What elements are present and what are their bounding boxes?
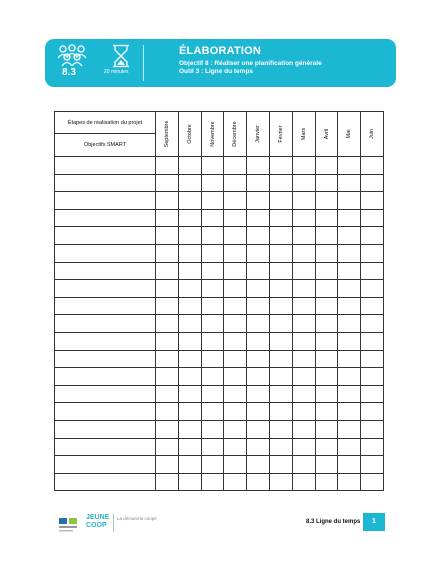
month-cell[interactable]	[338, 280, 361, 298]
tool-line: Outil 3 : Ligne du temps	[179, 68, 254, 75]
month-cell[interactable]	[156, 420, 179, 438]
month-cell[interactable]	[315, 420, 338, 438]
month-label: Mai	[346, 129, 353, 139]
month-cell[interactable]	[201, 473, 224, 491]
month-cell[interactable]	[292, 157, 315, 175]
month-cell[interactable]	[247, 473, 270, 491]
month-cell[interactable]	[361, 315, 384, 333]
table-row	[55, 157, 384, 175]
month-cell[interactable]	[178, 174, 201, 192]
month-cell[interactable]	[270, 385, 293, 403]
month-cell[interactable]	[292, 385, 315, 403]
month-cell[interactable]	[315, 192, 338, 210]
table-row	[55, 192, 384, 210]
month-cell[interactable]	[338, 332, 361, 350]
month-cell[interactable]	[292, 438, 315, 456]
month-cell[interactable]	[201, 157, 224, 175]
table-row	[55, 262, 384, 280]
month-cell[interactable]	[224, 262, 247, 280]
month-cell[interactable]	[178, 192, 201, 210]
table-row	[55, 227, 384, 245]
table-row	[55, 385, 384, 403]
month-cell[interactable]	[338, 244, 361, 262]
month-cell[interactable]	[178, 227, 201, 245]
month-cell[interactable]	[270, 280, 293, 298]
month-cell[interactable]	[361, 438, 384, 456]
month-cell[interactable]	[201, 368, 224, 386]
month-cell[interactable]	[338, 438, 361, 456]
month-cell[interactable]	[201, 332, 224, 350]
month-cell[interactable]	[315, 209, 338, 227]
month-cell[interactable]	[156, 368, 179, 386]
timeline-table	[54, 111, 384, 484]
month-cell[interactable]	[315, 332, 338, 350]
month-cell[interactable]	[338, 350, 361, 368]
month-cell[interactable]	[224, 315, 247, 333]
month-cell[interactable]	[247, 262, 270, 280]
table-row	[55, 403, 384, 421]
month-cell[interactable]	[178, 244, 201, 262]
month-cell[interactable]	[292, 350, 315, 368]
month-cell[interactable]	[361, 157, 384, 175]
logo-coop-text: COOP	[86, 522, 107, 529]
month-cell[interactable]	[156, 244, 179, 262]
month-cell[interactable]	[178, 350, 201, 368]
month-cell[interactable]	[224, 403, 247, 421]
month-cell[interactable]	[178, 456, 201, 474]
month-cell[interactable]	[361, 174, 384, 192]
month-label: Septembre	[163, 120, 170, 148]
activity-number: 8.3	[62, 67, 76, 78]
duration-label: 20 minutes	[104, 69, 129, 75]
table-row	[55, 315, 384, 333]
month-cell[interactable]	[247, 209, 270, 227]
month-cell[interactable]	[201, 456, 224, 474]
month-cell[interactable]	[247, 403, 270, 421]
table-row	[55, 420, 384, 438]
month-cell[interactable]	[270, 262, 293, 280]
month-cell[interactable]	[224, 420, 247, 438]
month-cell[interactable]	[361, 192, 384, 210]
organization-logo-icon	[58, 516, 80, 534]
month-cell[interactable]	[224, 332, 247, 350]
month-cell[interactable]	[247, 368, 270, 386]
month-cell[interactable]	[224, 227, 247, 245]
month-cell[interactable]	[247, 157, 270, 175]
month-cell[interactable]	[156, 438, 179, 456]
month-cell[interactable]	[270, 157, 293, 175]
month-cell[interactable]	[178, 438, 201, 456]
month-cell[interactable]	[224, 297, 247, 315]
month-cell[interactable]	[338, 385, 361, 403]
month-cell[interactable]	[338, 227, 361, 245]
month-cell[interactable]	[292, 280, 315, 298]
month-cell[interactable]	[338, 297, 361, 315]
month-cell[interactable]	[361, 473, 384, 491]
month-cell[interactable]	[270, 350, 293, 368]
month-cell[interactable]	[224, 174, 247, 192]
month-cell[interactable]	[338, 473, 361, 491]
month-cell[interactable]	[201, 174, 224, 192]
stage-cell[interactable]	[55, 209, 156, 227]
month-cell[interactable]	[361, 403, 384, 421]
stage-cell[interactable]	[55, 262, 156, 280]
month-cell[interactable]	[361, 456, 384, 474]
month-cell[interactable]	[178, 403, 201, 421]
month-cell[interactable]	[338, 368, 361, 386]
stage-cell[interactable]	[55, 297, 156, 315]
month-cell[interactable]	[315, 262, 338, 280]
month-cell[interactable]	[178, 385, 201, 403]
stage-cell[interactable]	[55, 174, 156, 192]
month-cell[interactable]	[178, 420, 201, 438]
month-cell[interactable]	[361, 350, 384, 368]
month-label: Mars	[300, 127, 307, 141]
month-cell[interactable]	[270, 456, 293, 474]
month-cell[interactable]	[178, 332, 201, 350]
month-cell[interactable]	[315, 438, 338, 456]
month-cell[interactable]	[361, 280, 384, 298]
month-cell[interactable]	[247, 280, 270, 298]
month-cell[interactable]	[224, 456, 247, 474]
month-header	[292, 112, 315, 157]
month-cell[interactable]	[292, 315, 315, 333]
table-row	[55, 350, 384, 368]
month-cell[interactable]	[292, 403, 315, 421]
month-cell[interactable]	[178, 473, 201, 491]
month-cell[interactable]	[338, 192, 361, 210]
month-cell[interactable]	[361, 297, 384, 315]
month-cell[interactable]	[338, 157, 361, 175]
stage-cell[interactable]	[55, 456, 156, 474]
month-cell[interactable]	[178, 297, 201, 315]
month-cell[interactable]	[315, 456, 338, 474]
stage-cell[interactable]	[55, 157, 156, 175]
header-text	[179, 45, 322, 75]
month-cell[interactable]	[247, 227, 270, 245]
month-cell[interactable]	[315, 227, 338, 245]
month-cell[interactable]	[224, 209, 247, 227]
table-row	[55, 438, 384, 456]
month-cell[interactable]	[178, 157, 201, 175]
month-cell[interactable]	[338, 403, 361, 421]
month-label: Février	[277, 125, 284, 143]
table-row	[55, 368, 384, 386]
stage-cell[interactable]	[55, 403, 156, 421]
month-cell[interactable]	[201, 227, 224, 245]
month-cell[interactable]	[361, 420, 384, 438]
month-cell[interactable]	[315, 385, 338, 403]
stage-cell[interactable]	[55, 473, 156, 491]
month-cell[interactable]	[315, 280, 338, 298]
month-cell[interactable]	[315, 244, 338, 262]
month-cell[interactable]	[315, 473, 338, 491]
month-cell[interactable]	[156, 227, 179, 245]
month-cell[interactable]	[270, 438, 293, 456]
month-label: Novembre	[209, 121, 216, 147]
month-cell[interactable]	[156, 209, 179, 227]
month-cell[interactable]	[361, 368, 384, 386]
month-cell[interactable]	[178, 315, 201, 333]
month-header	[224, 112, 247, 157]
month-cell[interactable]	[315, 315, 338, 333]
month-cell[interactable]	[292, 368, 315, 386]
month-cell[interactable]	[224, 244, 247, 262]
month-cell[interactable]	[315, 297, 338, 315]
month-cell[interactable]	[315, 403, 338, 421]
month-cell[interactable]	[156, 315, 179, 333]
month-label: Janvier	[255, 125, 262, 143]
month-cell[interactable]	[270, 209, 293, 227]
month-cell[interactable]	[156, 280, 179, 298]
logo-divider	[113, 514, 114, 532]
month-cell[interactable]	[247, 420, 270, 438]
table-row	[55, 332, 384, 350]
month-cell[interactable]	[224, 350, 247, 368]
month-cell[interactable]	[201, 209, 224, 227]
month-label: Avril	[323, 128, 330, 140]
objective-line: Objectif 8 : Réaliser une planification générale	[179, 60, 322, 67]
month-cell[interactable]	[247, 192, 270, 210]
month-cell[interactable]	[156, 385, 179, 403]
header-icon-block	[45, 39, 143, 87]
activity-header	[45, 39, 396, 87]
month-cell[interactable]	[361, 332, 384, 350]
people-icon	[54, 44, 90, 66]
month-cell[interactable]	[201, 192, 224, 210]
month-cell[interactable]	[224, 385, 247, 403]
month-cell[interactable]	[338, 209, 361, 227]
month-cell[interactable]	[178, 280, 201, 298]
month-cell[interactable]	[292, 244, 315, 262]
month-cell[interactable]	[201, 262, 224, 280]
stage-cell[interactable]	[55, 350, 156, 368]
month-header	[270, 112, 293, 157]
month-cell[interactable]	[338, 456, 361, 474]
logo-tagline: La démarche coopé	[117, 516, 157, 521]
month-cell[interactable]	[270, 403, 293, 421]
month-cell[interactable]	[201, 385, 224, 403]
month-cell[interactable]	[292, 297, 315, 315]
month-cell[interactable]	[315, 174, 338, 192]
month-cell[interactable]	[315, 368, 338, 386]
month-cell[interactable]	[247, 385, 270, 403]
month-cell[interactable]	[292, 456, 315, 474]
month-cell[interactable]	[201, 420, 224, 438]
month-cell[interactable]	[292, 262, 315, 280]
month-cell[interactable]	[201, 280, 224, 298]
table-row	[55, 473, 384, 491]
stage-cell[interactable]	[55, 438, 156, 456]
stage-cell[interactable]	[55, 192, 156, 210]
month-cell[interactable]	[156, 403, 179, 421]
table-row	[55, 456, 384, 474]
month-cell[interactable]	[270, 315, 293, 333]
month-cell[interactable]	[270, 332, 293, 350]
month-cell[interactable]	[338, 262, 361, 280]
table-row	[55, 297, 384, 315]
page-title: ÉLABORATION	[179, 45, 262, 57]
month-cell[interactable]	[292, 332, 315, 350]
stage-cell[interactable]	[55, 332, 156, 350]
month-cell[interactable]	[292, 473, 315, 491]
month-label: Octobre	[186, 124, 193, 144]
month-cell[interactable]	[247, 297, 270, 315]
stage-cell[interactable]	[55, 227, 156, 245]
month-header	[178, 112, 201, 157]
month-cell[interactable]	[292, 192, 315, 210]
stage-cell[interactable]	[55, 244, 156, 262]
month-cell[interactable]	[178, 209, 201, 227]
month-cell[interactable]	[201, 297, 224, 315]
stage-cell[interactable]	[55, 420, 156, 438]
month-cell[interactable]	[270, 297, 293, 315]
stage-cell[interactable]	[55, 315, 156, 333]
month-cell[interactable]	[201, 244, 224, 262]
month-cell[interactable]	[338, 420, 361, 438]
month-cell[interactable]	[156, 350, 179, 368]
month-cell[interactable]	[156, 473, 179, 491]
month-cell[interactable]	[270, 368, 293, 386]
month-cell[interactable]	[361, 244, 384, 262]
month-cell[interactable]	[247, 332, 270, 350]
table-row	[55, 174, 384, 192]
month-cell[interactable]	[270, 473, 293, 491]
month-cell[interactable]	[292, 174, 315, 192]
month-cell[interactable]	[156, 297, 179, 315]
month-cell[interactable]	[292, 420, 315, 438]
month-cell[interactable]	[292, 227, 315, 245]
month-cell[interactable]	[270, 227, 293, 245]
month-header	[338, 112, 361, 157]
month-cell[interactable]	[224, 280, 247, 298]
smart-header: Objectifs SMART	[55, 134, 156, 157]
stage-cell[interactable]	[55, 385, 156, 403]
month-header	[361, 112, 384, 157]
month-cell[interactable]	[224, 368, 247, 386]
month-cell[interactable]	[156, 157, 179, 175]
page-footer	[0, 510, 441, 540]
month-cell[interactable]	[247, 438, 270, 456]
month-cell[interactable]	[201, 315, 224, 333]
hourglass-icon	[110, 44, 132, 68]
page-number-badge: 1	[363, 513, 385, 531]
month-cell[interactable]	[224, 473, 247, 491]
month-cell[interactable]	[270, 244, 293, 262]
table-row	[55, 209, 384, 227]
month-cell[interactable]	[247, 244, 270, 262]
logo-jeune-text: JEUNE	[86, 514, 110, 521]
month-cell[interactable]	[224, 438, 247, 456]
month-cell[interactable]	[201, 438, 224, 456]
month-cell[interactable]	[156, 332, 179, 350]
month-cell[interactable]	[270, 174, 293, 192]
month-cell[interactable]	[156, 262, 179, 280]
month-cell[interactable]	[201, 403, 224, 421]
month-cell[interactable]	[338, 315, 361, 333]
month-cell[interactable]	[224, 157, 247, 175]
month-cell[interactable]	[361, 209, 384, 227]
month-cell[interactable]	[247, 315, 270, 333]
month-cell[interactable]	[292, 209, 315, 227]
month-label: Juin	[369, 128, 376, 140]
month-cell[interactable]	[224, 192, 247, 210]
month-cell[interactable]	[156, 192, 179, 210]
table-row	[55, 244, 384, 262]
month-cell[interactable]	[361, 227, 384, 245]
month-cell[interactable]	[178, 368, 201, 386]
month-cell[interactable]	[315, 350, 338, 368]
month-cell[interactable]	[247, 350, 270, 368]
stage-cell[interactable]	[55, 280, 156, 298]
month-header	[156, 112, 179, 157]
month-cell[interactable]	[270, 420, 293, 438]
month-cell[interactable]	[156, 456, 179, 474]
stage-header: Étapes de réalisation du projet	[55, 112, 156, 134]
month-cell[interactable]	[156, 174, 179, 192]
month-cell[interactable]	[247, 174, 270, 192]
stage-cell[interactable]	[55, 368, 156, 386]
month-cell[interactable]	[361, 262, 384, 280]
month-label: Décembre	[232, 121, 239, 147]
month-cell[interactable]	[315, 157, 338, 175]
month-cell[interactable]	[338, 174, 361, 192]
header-divider	[143, 45, 144, 81]
month-cell[interactable]	[270, 192, 293, 210]
footer-section-label: 8.3 Ligne du temps	[306, 519, 361, 525]
month-header	[247, 112, 270, 157]
month-cell[interactable]	[201, 350, 224, 368]
month-header	[201, 112, 224, 157]
table-row	[55, 280, 384, 298]
month-cell[interactable]	[361, 385, 384, 403]
month-cell[interactable]	[247, 456, 270, 474]
month-cell[interactable]	[178, 262, 201, 280]
month-header	[315, 112, 338, 157]
